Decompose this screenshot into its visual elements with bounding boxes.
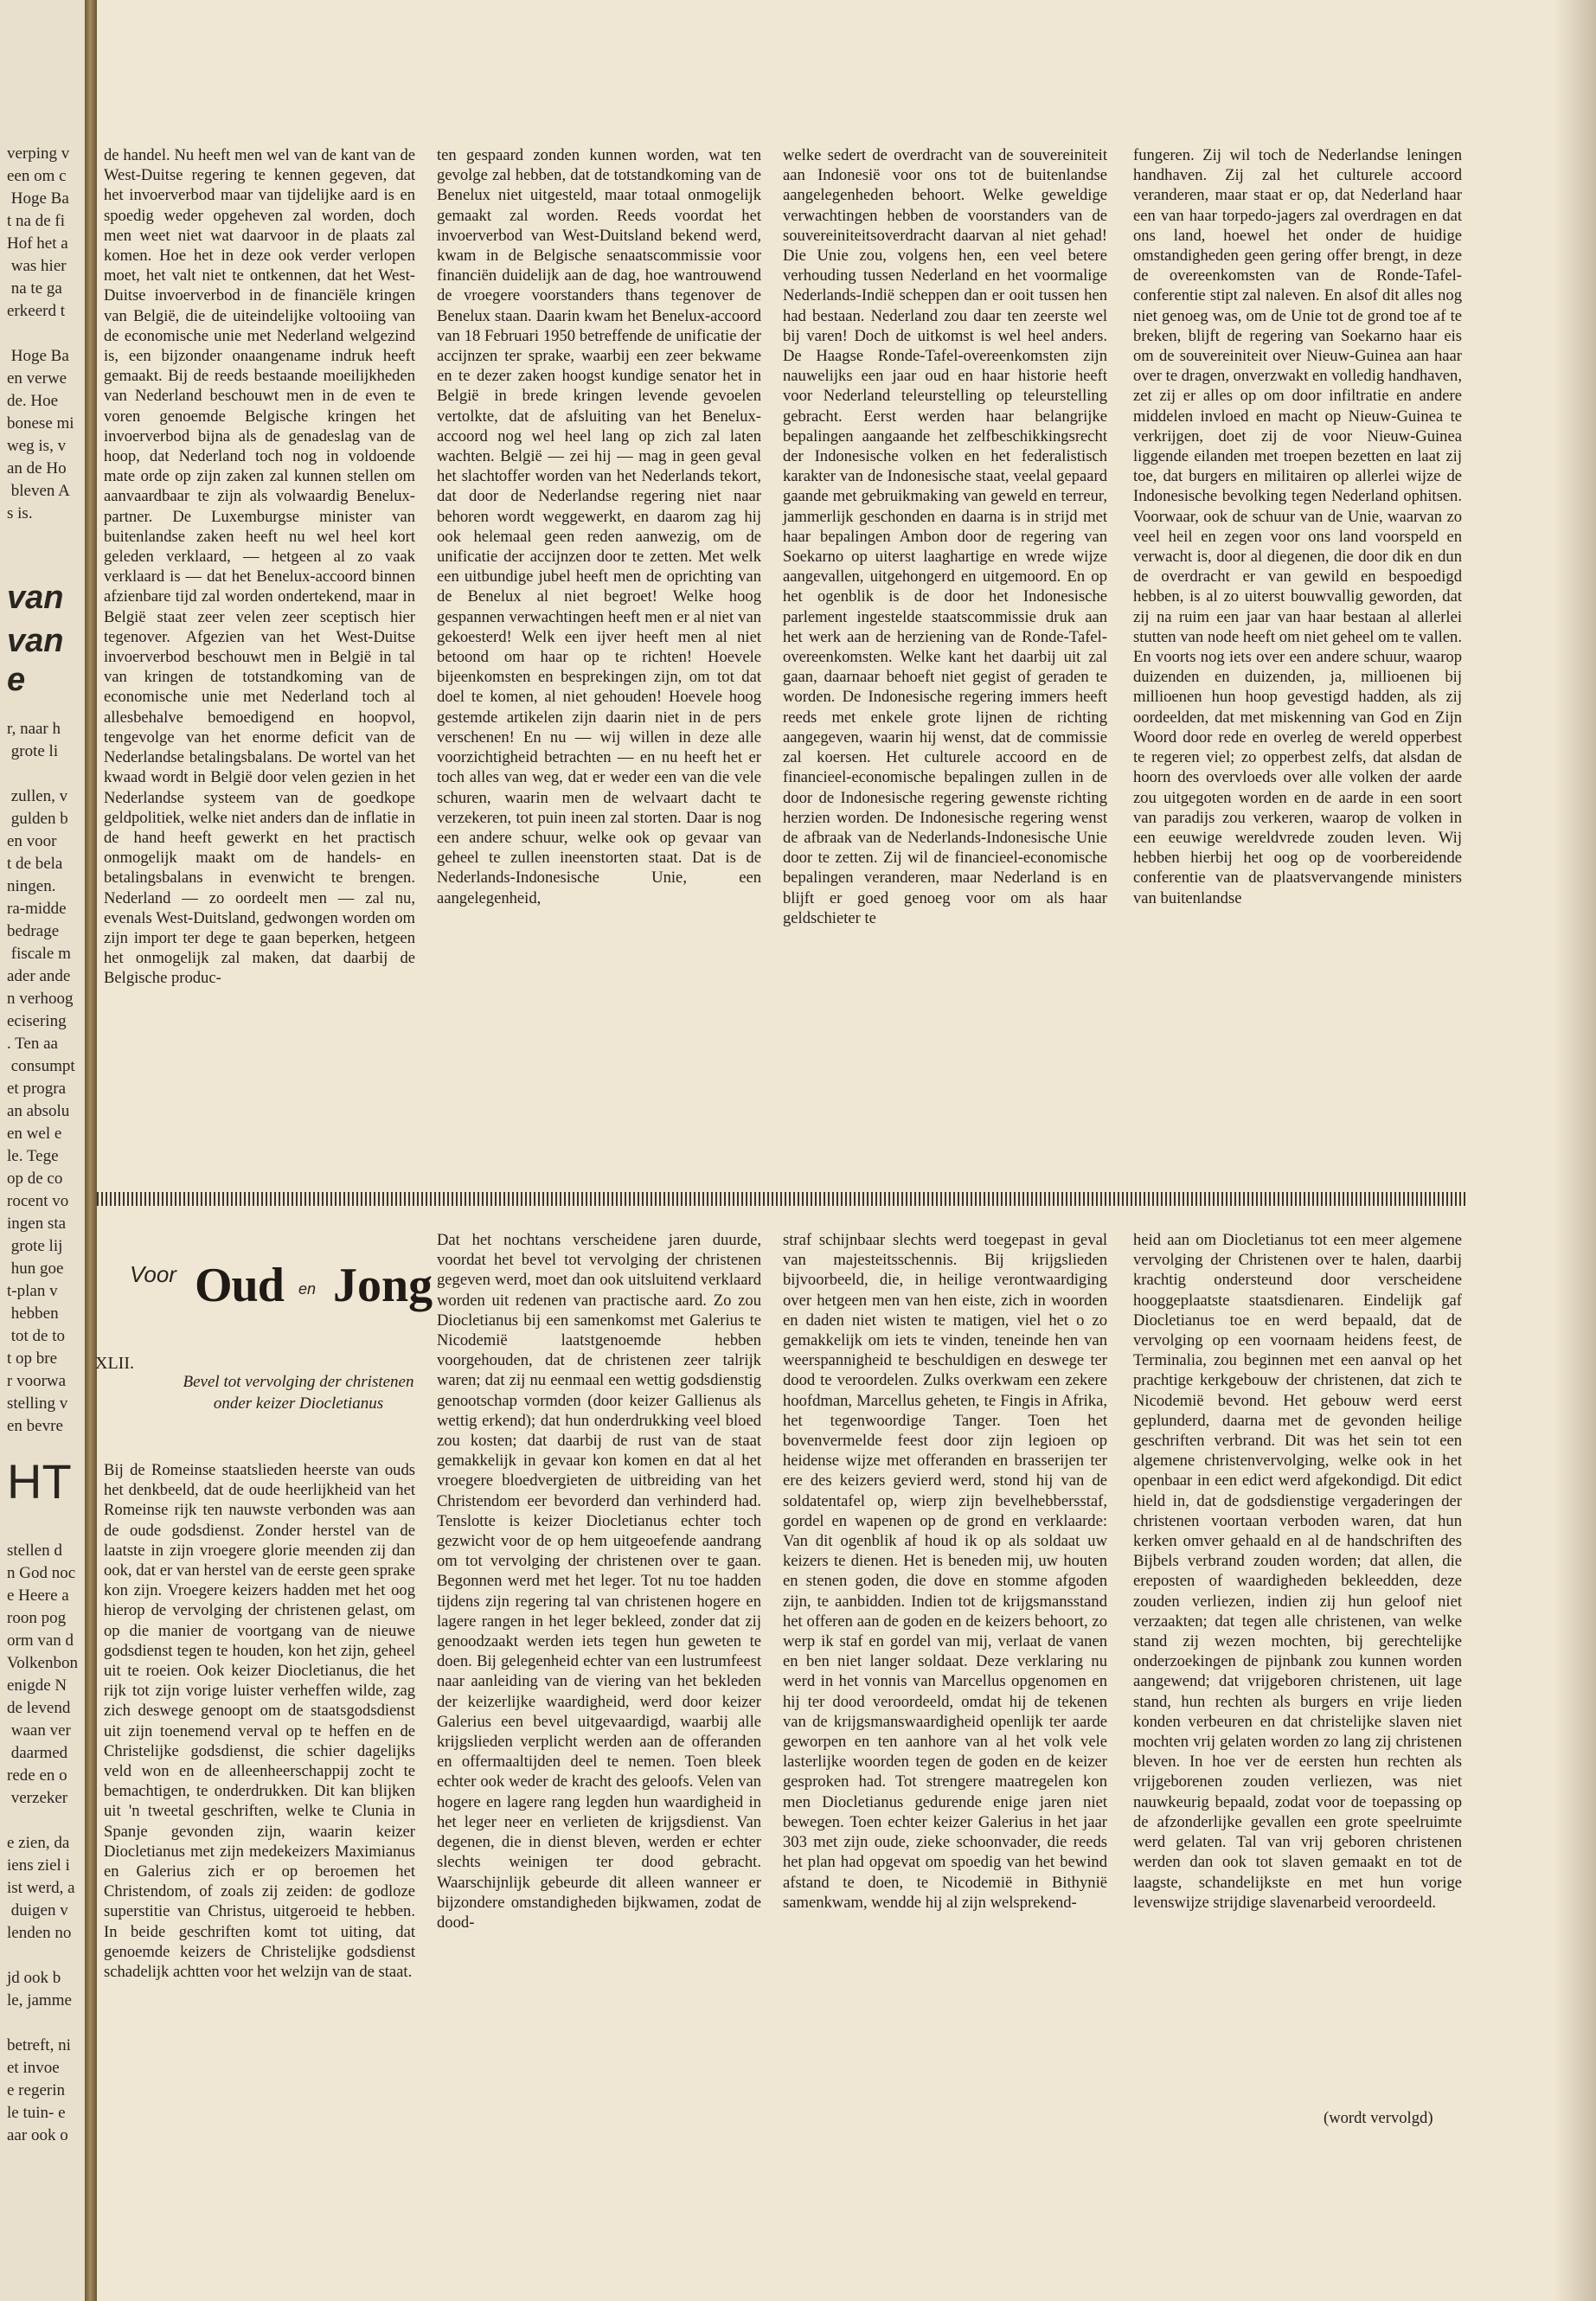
edge-line: an absolu [7,1102,70,1120]
heading-oud: Oud [195,1259,284,1312]
edge-line: ist werd, a [7,1879,75,1897]
heading-jong: Jong [333,1259,433,1312]
edge-line: op de co [7,1170,63,1188]
edge-line: roon pog [7,1609,67,1627]
edge-line: le tuin- e [7,2104,66,2122]
edge-line [7,1945,81,1967]
edge-line: s is. [7,504,33,522]
edge-text-bottom [7,1540,81,2147]
edge-line: gulden b [7,810,68,828]
edge-line: t-plan v [7,1282,58,1300]
edge-line: en voor [7,832,57,850]
edge-line: Hoge Ba [7,347,69,365]
edge-line: bonese mi [7,414,74,433]
edge-line: le, jamme [7,1991,72,2009]
continued-note: (wordt vervolgd) [1324,2109,1433,2127]
edge-line: bedrage [7,922,60,940]
edge-line: en verwe [7,369,67,388]
edge-line: ingen sta [7,1215,67,1233]
edge-line: duigen v [7,1901,68,1920]
edge-heading-ht: HT [7,1454,72,1509]
section-divider [97,1192,1468,1206]
edge-line: t op bre [7,1349,58,1368]
edge-line: lenden no [7,1924,72,1942]
edge-line: Hof het a [7,234,68,253]
edge-line [7,1810,81,1832]
article-column-1: de handel. Nu heeft men wel van de kant van de West-Duitse regering te kennen gegeven, dat het invoerverbod maar van tijdelijke aard is en spoedig weder opgeheven zal worden, doch men weet niet wat daarvoor in de plaats zal komen. Hoe het in deze ook verder verlopen moet, het valt niet te ontkennen, dat het West-Duitse invoerverbod in de financiële kringen van België, die de uiteindelijke voltooiing van de economische unie met Nederland welgezind is, een bijzonder onaangename indruk heeft gemaakt. Bij de reeds bestaande moeilijkheden van Nederland beschouwt men in de even te voren genoemde Belgische kringen het invoerverbod bijna als de genadeslag van de hoop, dat Nederland toch nog in voldoende mate orde op zijn zaken zal kunnen stellen om aanvaardbaar te zijn als volwaardig Benelux-partner. De Luxemburgse minister van buitenlandse zaken heeft nu wel heel kort geleden verklaard, — hetgeen al zo vaak verklaard is — dat het Benelux-accoord binnen afzienbare tijd zal worden ondertekend, maar in België staat zeer velen zeer sceptisch hier tegenover. Afgezien van het West-Duitse invoerverbod beschouwt men in België in tal van kringen de totstandkoming van de economische unie met Nederland toch al allesbehalve bemoedigend en hoopvol, tengevolge van het enorme deficit van de Nederlandse betalingsbalans. De wortel van het kwaad wordt in België door velen gezien in het Nederlandse systeem van de goedkope geldpolitiek, welke niet anders dan de inflatie in de hand heeft gewerkt en het practisch onmogelijk maakt om de handels- en betalingsbalans in evenwicht te brengen. Nederland — zo oordeelt men — zal nu, evenals West-Duitsland, gedwongen worden om zijn import ter dege te gaan beperken, hetgeen het onmogelijk zal maken, dat daarbij de Belgische produc- [104,146,415,988]
edge-line: grote lij [7,1237,63,1255]
edge-line: an de Ho [7,459,67,478]
edge-line: hun goe [7,1259,64,1278]
edge-line: consumpt [7,1057,75,1075]
edge-line: verping v [7,144,70,163]
story-column-4: heid aan om Diocletianus tot een meer algemene vervolging der Christenen over te halen, daarbij krachtig ondersteund door verscheidene hooggeplaatste staatsdienaren. Eindelijk gaf Diocletianus toe en werd bepaald, dat de vervolging op een voornaam heidens feest, de Terminalia, zou beginnen met een aanval op het prachtige kerkgebouw der christenen, dat zich te Nicodemië bevond. Het gebouw werd eerst geplunderd, daarna met de gevonden heilige geschriften verbrand. Dit was het sein tot een algemene christenvervolging, welke ook in het openbaar in een edict werd afgekondigd. Dit edict hield in, dat de godsdienstige vergaderingen der christenen voortaan verboden waren, dat hun kerken omver gehaald en al de handschriften des Bijbels verbrand zouden worden; dat allen, die ereposten of waardigheden bekleedden, deze zouden verliezen, indien zij hun geloof niet verzaakten; dat tegen alle christenen, van welke stand zij wezen mochten, bij gerechtelijke onderzoekingen de pijnbank zou kunnen worden aangewend; dat vrijgeboren christenen, uit lage stand, hun rechten als burgers en vrije lieden konden verbeuren en dat christelijke slaven niet mochten vrij gelaten worden zo lang zij christenen bleven. In hoe ver de eersten hun rechten als vrijgeborenen zouden verliezen, was niet nauwkeurig bepaald, zodat voor de toepassing op de afzonderlijke gevallen een grote speelruimte werd gelaten. Tal van vrij geboren christenen werden dan ook tot slaven gemaakt en tot de laagste, schandelijkste en met hun vorige levenswijze strijdige slavenarbeid veroordeeld. [1133,1231,1462,1912]
edge-line: jd ook b [7,1969,61,1987]
edge-line: r, naar h [7,720,61,738]
edge-line: stelling v [7,1394,68,1413]
article-column-4: fungeren. Zij wil toch de Nederlandse leningen handhaven. Zij zal het culturele accoord veranderen, maar staat er op, dat Nederland haar een van haar torpedo-jagers zal overdragen en dat ons land, hoewel het onder de huidige omstandigheden geen gering offer brengt, in deze de overeenkomsten van de Ronde-Tafel-conferentie stipt zal naleven. En alsof dit alles nog niet genoeg was, om de Unie tot de grond toe af te breken, blijft de regering van Soekarno haar eis om de souvereiniteit over Nieuw-Guinea aan haar over te dragen, onverzwakt en volledig handhaven, zet zij er alles op om door infiltratie en andere middelen invloed en macht op Nieuw-Guinea te verkrijgen, doet zij de voor Nieuw-Guinea liggende eilanden met troepen bezetten en laat zij toe, dat burgers en militairen op allerlei wijze de Indonesische bevolking tegen Nederland ophitsen. Voorwaar, ook de schuur van de Unie, waarvan zo veel heil en zegen voor ons land voorspeld en verwacht is, door al diegenen, die door dik en dun de overdracht er van gewild en bespoedigd hebben, is al zo uiterst bouwvallig geworden, dat zij na ruim een jaar van haar bestaan al allerlei stutten van node heeft om niet geheel om te vallen. En voorts nog iets over een andere schuur, waarop duizenden en duizenden, ja, millioenen bij millioenen hun hoop gevestigd hadden, als zij oordeelden, dat met miskenning van God en Zijn Woord door rede en overleg de wereld opperbest te regeren viel; zo opperbest zelfs, dat alsdan de hoorn des overvloeds over alle volken der aarde zou uitgegoten worden en de aarde in een soort van paradijs zou verkeren, waarop de volken in een eeuwige wereldvrede zouden leven. Wij hebben hierbij het oog op de voorbereidende conferentie van de plaatsvervangende ministers van buitenlandse [1133,146,1462,907]
edge-line: e Heere a [7,1586,69,1605]
edge-line [7,2012,81,2035]
edge-line: t de bela [7,855,63,873]
edge-line: stellen d [7,1541,62,1560]
edge-heading-van-2: van [7,623,64,659]
edge-line: en wel e [7,1125,62,1143]
edge-line: betreft, ni [7,2036,71,2054]
article-subtitle: Bevel tot vervolging der christenen onder keizer Diocletianus [183,1373,414,1413]
edge-line: hebben [7,1304,59,1323]
story-column-1: Bij de Romeinse staatslieden heerste van ouds het denkbeeld, dat de oude heerlijkheid van het Romeinse rijk ten nauwste verbonden was aan de oude godsdienst. Zonder herstel van de laatste in zijn vroegere glorie meenden zij dan ook, dat er van herstel van de eerste geen sprake kon zijn. Vroegere keizers hadden met het oog hierop de vervolging der christenen gelast, om op die manier de voortgang van de nieuwe godsdienst tegen te houden, kon het zijn, geheel uit te roeien. Ook keizer Diocletianus, die het rijk tot zijn vorige luister verheffen wilde, zag zich deswege genoopt om de staatsgodsdienst uit zijn toenemend verval op te heffen en de Christelijke godsdienst, die schier dagelijks veld won en de alleenheerschappij zocht te bemachtigen, te onderdrukken. Dit kan blijken uit 'n tweetal geschriften, welke te Clunia in Spanje gevonden zijn, waarin keizer Diocletianus met zijn medekeizers Maximianus en Galerius zich er op beroemen het Christendom, of zoals zij zeiden: de godloze superstitie van Christus, uitgeroeid te hebben. In beide geschriften komt tot uiting, dat genoemde keizers de Christelijke godsdienst schadelijk achtten voor het welzijn van de staat. [104,1461,415,1982]
edge-line: een om c [7,167,67,185]
edge-line: daarmed [7,1744,68,1762]
story-column-2: Dat het nochtans verscheidene jaren duurde, voordat het bevel tot vervolging der christenen gegeven werd, moet dan ook uitsluitend verklaard worden uit redenen van practische aard. Zo zou Diocletianus bij een samenkomst met Galerius te Nicodemië laatstgenoemde hebben voorgehouden, dat de christenen zeer talrijk waren; dat zij nu eenmaal een wettig godsdienstig genootschap vormden (door keizer Gallienus als wettig erkend); dat hun onderdrukking veel bloed zou kosten; dat daarbij de rust van de staat gemakkelijk in gevaar kon komen en dat al het vroegere bloedvergieten de uitbreiding van het Christendom eer bevorderd dan verhinderd had. Tenslotte is keizer Diocletianus echter toch gezwicht voor de op hem uitgeoefende aandrang om tot vervolging der christenen over te gaan. Begonnen werd met het leger. Tot nu toe hadden tijdens zijn regering tal van christenen hogere en lagere rangen in het leger bekleed, zonder dat zij genoodzaakt werden iets tegen hun geweten te doen. Bij gelegenheid echter van een lustrumfeest naar aanleiding van de viering van het bekleden der keizerlijke waardigheid, werd door keizer Galerius een bevel uitgevaardigd, waarbij alle krijgslieden verplicht werden aan de offeranden en offermaaltijden deel te nemen. Toen bleek echter ook weder de kracht des geloofs. Velen van hogere en lagere rang legden hun waardigheid in het leger neer en verlieten de krijgsdienst. Van degenen, die in dienst bleven, werden er echter slechts weinigen ter dood gebracht. Waarschijnlijk gebeurde dit alleen wanneer er bijzondere omstandigheden bijkwamen, zodat de dood- [437,1231,761,1932]
edge-line: ecisering [7,1012,67,1030]
installment-number: XLII. [95,1354,134,1373]
edge-line: zullen, v [7,787,68,805]
edge-line: enigde N [7,1676,67,1695]
edge-line: . Ten aa [7,1035,58,1053]
story-column-3: straf schijnbaar slechts werd toegepast in geval van majesteitsschennis. Bij krijgslieden bijvoorbeeld, die, in heilige verontwaardiging over hetgeen men van hen eiste, zich in woorden en daden niet wisten te matigen, viel het o zo gemakkelijk om iets te vinden, teneinde hen van weerspannigheid te beschuldigen en deswege ter dood te veroordelen. Zulks overkwam een zekere hoofdman, Marcellus geheten, te Fingis in Afrika, het tegenwoordige Tanger. Toen het bovenvermelde feest door zijn legioen op heidense wijze met offeranden en brasserijen ter ere des keizers gevierd werd, stond hij van de soldatentafel op, wierp zijn bevelhebbersstaf, gordel en wapenen op de grond en verklaarde: Van dit ogenblik af houd ik op als soldaat uw keizers te dienen. Het is beneden mij, uw houten en stenen goden, die dove en stomme afgoden zijn, te aanbidden. Indien tot de krijgsmansstand het offeren aan de goden en de keizers behoort, zo werp ik staf en gordel van mij, verlaat de vanen en ben niet langer soldaat. Deze verklaring nu werd in het vonnis van Marcellus opgenomen en hij ter dood veroordeeld, omdat hij de tekenen van de krijgsmanswaardigheid openlijk ter aarde geworpen en ten aanhore van al het volk vele lasterlijke woorden tegen de goden en de keizer gesproken had. Tot strengere maatregelen kon men Diocletianus gedurende enige jaren niet bewegen. Toen echter keizer Galerius in het jaar 303 met zijn oude, zieke schoonvader, die reeds het plan had opgevat om spoedig van het bewind afstand te doen, te Nicodemië in Bithynië samenkwam, wendde hij al zijn welsprekend- [783,1231,1107,1912]
edge-line: orm van d [7,1631,74,1650]
edge-line: tot de to [7,1327,66,1345]
edge-line: et invoe [7,2059,60,2077]
edge-line: was hier [7,257,67,275]
edge-line: iens ziel i [7,1856,70,1875]
edge-line [7,763,81,785]
binding-rod [85,0,97,2301]
edge-line: le. Tege [7,1147,59,1165]
edge-line: rocent vo [7,1192,69,1210]
edge-line: n God noc [7,1564,76,1582]
edge-line: Hoge Ba [7,189,69,208]
article-column-3: welke sedert de overdracht van de souvereiniteit aan Indonesië voor ons tot de buitenlandse aangelegenheden behoort. Welke geweldige verwachtingen hebben de voorstanders van de souvereiniteitsoverdracht daarvan al niet gehad! Die Unie zou, volgens hen, een veel betere verhouding tussen Nederland en het voormalige Nederlands-Indië scheppen dan er ooit tussen hen had bestaan. Nederland zou daar ten zeerste wel bij varen! Doch de uitkomst is wel heel anders. De Haagse Ronde-Tafel-overeenkomsten zijn nauwelijks een jaar oud en haar historie heeft voor Nederland teleurstelling op teleurstelling gebracht. Eerst werden haar belangrijke bepalingen aangaande het zelfbeschikkingsrecht der Indonesische volken en het federalistisch karakter van de Indonesische staat, veelal gepaard gaande met gebruikmaking van geweld en terreur, jammerlijk geschonden en daarna is in strijd met haar bepalingen Ambon door de regering van Soekarno op uiterst laaghartige en wrede wijze aangevallen, uitgehongerd en uitgemoord. En op het ogenblik is de door het Indonesische parlement ingestelde staatscommissie druk aan het werk aan de herziening van de Ronde-Tafel-overeenkomsten. Welke kant het daarbij uit zal gaan, daarnaar behoeft niet gegist of geraden te worden. De Indonesische regering immers heeft reeds met enkele grote lijnen de richting aangegeven, waarin hij wenst, dat de commissie zal koersen. Het culturele accoord en de financieel-economische bepalingen zullen in de door de Indonesische regering gewenste richting herzien worden. De Indonesische regering wenst de afbraak van de Nederlands-Indonesische Unie door te zetten. Zij wil de financieel-economische bepalingen veranderen, maar Nederland is en blijft er goed genoeg voor om als haar geldschieter te [783,146,1107,927]
edge-line: e regerin [7,2081,65,2099]
edge-line: de levend [7,1699,71,1717]
edge-heading-e: e [7,662,26,698]
edge-line: n verhoog [7,990,74,1008]
edge-text-top [7,143,81,525]
heading-en: en [298,1280,317,1298]
edge-line: verzeker [7,1789,68,1807]
edge-line: ningen. [7,877,56,895]
edge-line: t na de fi [7,212,66,230]
edge-line: na te ga [7,279,62,298]
edge-line [7,323,81,345]
edge-line: en bevre [7,1417,63,1435]
edge-line: bleven A [7,482,70,500]
edge-line: ra-midde [7,900,67,918]
edge-line: rede en o [7,1766,67,1785]
edge-line: weg is, v [7,437,67,455]
edge-line: et progra [7,1080,67,1098]
edge-line: fiscale m [7,945,71,963]
edge-line: de. Hoe [7,392,59,410]
edge-line: r voorwa [7,1372,67,1390]
edge-line: waan ver [7,1721,71,1740]
edge-line: grote li [7,742,59,760]
edge-line: aar ook o [7,2126,68,2144]
edge-heading-van-1: van [7,580,64,616]
heading-voor: Voor [130,1261,176,1287]
page-edge-shadow [1554,0,1596,2301]
edge-line: ader ande [7,967,71,985]
edge-line: Volkenbon [7,1654,78,1672]
edge-line: erkeerd t [7,302,65,320]
article-column-2: ten gespaard zonden kunnen worden, wat ten gevolge zal hebben, dat de totstandkoming van de Benelux niet uitgesteld, maar totaal onmogelijk gemaakt zal worden. Reeds voordat het invoerverbod van West-Duitsland bekend werd, kwam in de Belgische senaatscommissie voor financiën duidelijk aan de dag, hoe wantrouwend de vroegere voorstanders thans tegenover de Benelux staan. Daarin kwam het Benelux-accoord van 18 Februari 1950 betreffende de unificatie der accijnzen ter sprake, waarbij een zeer bekwame en te dezer zaken hoogst kundige senator het in België in brede kringen levende gevoelen vertolkte, dat de afsluiting van het Benelux-accoord nog wel heel lang op zich zal laten wachten. België — zei hij — mag in geen geval het slachtoffer worden van het Nederlands tekort, dat door de Nederlandse regering niet naar behoren wordt weggewerkt, en daarom zag hij ook helemaal geen reden aanwezig, om de unificatie der accijnzen door te zetten. Met welk een uitbundige jubel heeft men de oprichting van de Benelux al niet begroet! Welke hoog gespannen verwachtingen heeft men er al niet van gekoesterd! Welk een ijver heeft men al niet betoond om haar op te richten! Hoevele bijeenkomsten en besprekingen zijn, om tot dat doel te komen, al niet gehouden! Hoevele hoog gestemde artikelen zijn daarin niet in de pers verschenen! En nu — wij willen in deze alle voorzichtigheid betrachten — en nu heeft het er toch alles van weg, dat er weder een van die vele schuren, waarin men de welvaart dacht te verzekeren, tot puin ineen zal storten. Daar is nog een andere schuur, welke ook op gevaar van geheel te zullen ineenstorten staat. Dat is de Nederlands-Indonesische Unie, een aangelegenheid, [437,146,761,907]
edge-line: e zien, da [7,1834,70,1852]
edge-text-mid [7,718,81,1438]
